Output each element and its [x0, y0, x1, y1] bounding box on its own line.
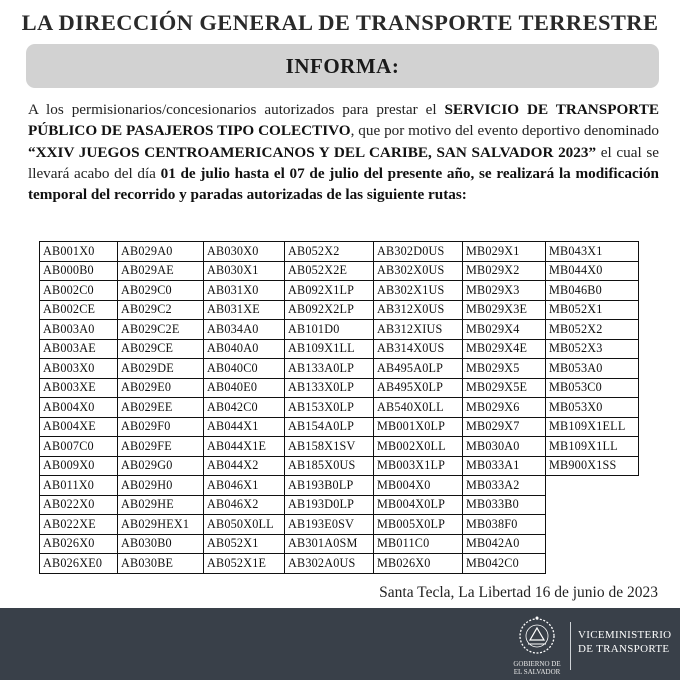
route-code-cell: MB900X1SS — [546, 456, 639, 476]
route-code-cell: AB153X0LP — [285, 398, 374, 418]
route-code-cell: AB029G0 — [118, 456, 204, 476]
route-code-cell: AB312XIUS — [374, 320, 463, 340]
table-row — [40, 281, 639, 301]
vice-line1: VICEMINISTERIO — [578, 629, 672, 641]
route-code-cell: AB022X0 — [40, 495, 118, 515]
route-code-cell: MB043X1 — [546, 242, 639, 262]
route-code-cell: AB092X1LP — [285, 281, 374, 301]
table-row — [40, 495, 639, 515]
route-code-cell: AB052X1E — [204, 554, 285, 574]
table-row — [40, 339, 639, 359]
route-code-cell: AB029E0 — [118, 378, 204, 398]
route-code-cell: MB038F0 — [463, 515, 546, 535]
route-code-cell: AB193E0SV — [285, 515, 374, 535]
route-code-cell: AB002C0 — [40, 281, 118, 301]
route-code-cell: AB495A0LP — [374, 359, 463, 379]
informa-label: INFORMA: — [285, 53, 400, 78]
route-code-cell: AB003X0 — [40, 359, 118, 379]
route-code-cell: AB193D0LP — [285, 495, 374, 515]
route-code-cell: MB029X3E — [463, 300, 546, 320]
route-code-cell: AB109X1LL — [285, 339, 374, 359]
route-code-cell: MB033A2 — [463, 476, 546, 496]
route-code-cell: AB101D0 — [285, 320, 374, 340]
table-row — [40, 398, 639, 418]
route-code-cell: AB029DE — [118, 359, 204, 379]
el-salvador-coat-of-arms-icon — [508, 614, 566, 660]
intro-text-2: , que por motivo del evento deportivo denominado — [350, 122, 659, 140]
route-code-cell: AB003XE — [40, 378, 118, 398]
route-code-cell: MB004X0LP — [374, 495, 463, 515]
route-code-cell: AB052X1 — [204, 534, 285, 554]
route-code-cell: AB042C0 — [204, 398, 285, 418]
route-code-cell: MB003X1LP — [374, 456, 463, 476]
gov-caption-line2: EL SALVADOR — [513, 668, 561, 676]
route-code-cell: AB193B0LP — [285, 476, 374, 496]
route-code-cell: AB011X0 — [40, 476, 118, 496]
route-code-cell: AB044X2 — [204, 456, 285, 476]
route-code-cell: MB033A1 — [463, 456, 546, 476]
route-code-cell: AB030B0 — [118, 534, 204, 554]
route-code-cell: MB042A0 — [463, 534, 546, 554]
table-row — [40, 534, 639, 554]
table-row — [40, 300, 639, 320]
route-code-cell: AB029CE — [118, 339, 204, 359]
route-code-cell: MB002X0LL — [374, 437, 463, 457]
government-seal — [508, 614, 566, 678]
intro-bold-event: “XXIV JUEGOS CENTROAMERICANOS Y DEL CARIBE, SAN SALVADOR 2023” — [28, 143, 597, 161]
empty-cell — [546, 495, 639, 515]
empty-cell — [546, 515, 639, 535]
route-code-cell: AB029A0 — [118, 242, 204, 262]
route-code-cell: AB004X0 — [40, 398, 118, 418]
route-code-cell: MB029X1 — [463, 242, 546, 262]
route-code-cell: AB540X0LL — [374, 398, 463, 418]
route-code-cell: AB302A0US — [285, 554, 374, 574]
route-code-cell: AB026XE0 — [40, 554, 118, 574]
route-code-cell: MB004X0 — [374, 476, 463, 496]
table-row — [40, 378, 639, 398]
route-code-cell: MB052X1 — [546, 300, 639, 320]
route-code-cell: AB312X0US — [374, 300, 463, 320]
route-code-cell: AB029F0 — [118, 417, 204, 437]
viceministerio-label — [578, 628, 671, 656]
table-row — [40, 359, 639, 379]
route-code-cell: AB044X1 — [204, 417, 285, 437]
route-code-cell: AB004XE — [40, 417, 118, 437]
route-code-cell: AB052X2E — [285, 261, 374, 281]
intro-paragraph — [28, 99, 659, 205]
route-code-cell: MB011C0 — [374, 534, 463, 554]
gov-caption — [508, 660, 566, 676]
route-code-cell: MB052X3 — [546, 339, 639, 359]
route-code-cell: AB001X0 — [40, 242, 118, 262]
route-code-cell: AB052X2 — [285, 242, 374, 262]
route-code-cell: AB044X1E — [204, 437, 285, 457]
route-code-cell: MB053A0 — [546, 359, 639, 379]
vice-line2: DE TRANSPORTE — [578, 643, 670, 655]
route-code-cell: AB029H0 — [118, 476, 204, 496]
route-code-cell: AB185X0US — [285, 456, 374, 476]
intro-text-1: A los permisionarios/concesionarios autorizados para prestar el — [28, 101, 445, 118]
route-code-cell: AB314X0US — [374, 339, 463, 359]
route-code-cell: AB302X0US — [374, 261, 463, 281]
route-code-cell: AB030BE — [118, 554, 204, 574]
route-code-cell: MB029X3 — [463, 281, 546, 301]
route-code-cell: MB053C0 — [546, 378, 639, 398]
route-code-cell: MB042C0 — [463, 554, 546, 574]
route-code-cell: AB133A0LP — [285, 359, 374, 379]
route-code-cell: AB029HE — [118, 495, 204, 515]
route-code-cell: MB029X5E — [463, 378, 546, 398]
route-code-cell: MB109X1LL — [546, 437, 639, 457]
table-row — [40, 417, 639, 437]
empty-cell — [546, 534, 639, 554]
route-code-cell: AB301A0SM — [285, 534, 374, 554]
route-code-cell: AB000B0 — [40, 261, 118, 281]
table-row — [40, 437, 639, 457]
table-row — [40, 456, 639, 476]
footer-divider — [570, 622, 571, 670]
table-row — [40, 476, 639, 496]
table-row — [40, 261, 639, 281]
intro-bold-dates: 01 de julio hasta el 07 de julio del presente año, se realizará la modificación temporal del recorrido y paradas autorizadas de las siguiente rutas: — [28, 164, 659, 204]
route-code-cell: AB046X2 — [204, 495, 285, 515]
route-code-cell: AB009X0 — [40, 456, 118, 476]
table-row — [40, 320, 639, 340]
route-code-cell: AB030X0 — [204, 242, 285, 262]
route-code-cell: AB002CE — [40, 300, 118, 320]
route-code-cell: AB034A0 — [204, 320, 285, 340]
gov-caption-line1: GOBIERNO DE — [513, 660, 561, 668]
route-code-cell: MB026X0 — [374, 554, 463, 574]
route-code-cell: MB029X4E — [463, 339, 546, 359]
route-code-cell: AB026X0 — [40, 534, 118, 554]
route-code-cell: MB052X2 — [546, 320, 639, 340]
route-code-cell: AB022XE — [40, 515, 118, 535]
route-code-cell: AB031X0 — [204, 281, 285, 301]
route-code-cell: AB302D0US — [374, 242, 463, 262]
route-code-cell: MB001X0LP — [374, 417, 463, 437]
route-code-cell: AB029AE — [118, 261, 204, 281]
route-code-cell: MB029X4 — [463, 320, 546, 340]
route-code-cell: AB003A0 — [40, 320, 118, 340]
route-code-cell: AB029C2E — [118, 320, 204, 340]
route-code-cell: AB158X1SV — [285, 437, 374, 457]
route-code-cell: MB029X7 — [463, 417, 546, 437]
route-code-cell: MB033B0 — [463, 495, 546, 515]
intro-text-3: el cual se llevará acabo del día — [28, 143, 659, 182]
table-row — [40, 242, 639, 262]
route-code-cell: AB031XE — [204, 300, 285, 320]
route-code-cell: AB302X1US — [374, 281, 463, 301]
route-code-cell: AB133X0LP — [285, 378, 374, 398]
routes-table — [39, 241, 639, 574]
route-code-cell: AB029HEX1 — [118, 515, 204, 535]
route-code-cell: AB040C0 — [204, 359, 285, 379]
route-code-cell: MB053X0 — [546, 398, 639, 418]
route-code-cell: AB092X2LP — [285, 300, 374, 320]
route-code-cell: MB109X1ELL — [546, 417, 639, 437]
informa-banner — [26, 44, 659, 88]
route-code-cell: AB003AE — [40, 339, 118, 359]
route-code-cell: AB050X0LL — [204, 515, 285, 535]
intro-bold-service: SERVICIO DE TRANSPORTE PÚBLICO DE PASAJEROS TIPO COLECTIVO — [28, 101, 659, 140]
route-code-cell: AB029FE — [118, 437, 204, 457]
page-title: LA DIRECCIÓN GENERAL DE TRANSPORTE TERRESTRE — [21, 10, 659, 35]
route-code-cell: MB029X2 — [463, 261, 546, 281]
route-code-cell: MB005X0LP — [374, 515, 463, 535]
route-code-cell: MB046B0 — [546, 281, 639, 301]
route-code-cell: MB029X6 — [463, 398, 546, 418]
route-code-cell: AB029EE — [118, 398, 204, 418]
route-code-cell: MB029X5 — [463, 359, 546, 379]
route-code-cell: AB007C0 — [40, 437, 118, 457]
route-code-cell: AB030X1 — [204, 261, 285, 281]
route-code-cell: AB495X0LP — [374, 378, 463, 398]
footer-bar — [0, 608, 680, 680]
route-code-cell: AB154A0LP — [285, 417, 374, 437]
route-code-cell: AB029C0 — [118, 281, 204, 301]
route-code-cell: AB029C2 — [118, 300, 204, 320]
place-date: Santa Tecla, La Libertad 16 de junio de 2023 — [379, 584, 658, 601]
table-row — [40, 515, 639, 535]
route-code-cell: AB040A0 — [204, 339, 285, 359]
empty-cell — [546, 476, 639, 496]
route-code-cell: MB030A0 — [463, 437, 546, 457]
route-code-cell: AB046X1 — [204, 476, 285, 496]
route-code-cell: AB040E0 — [204, 378, 285, 398]
route-code-cell: MB044X0 — [546, 261, 639, 281]
table-row — [40, 554, 639, 574]
empty-cell — [546, 554, 639, 574]
